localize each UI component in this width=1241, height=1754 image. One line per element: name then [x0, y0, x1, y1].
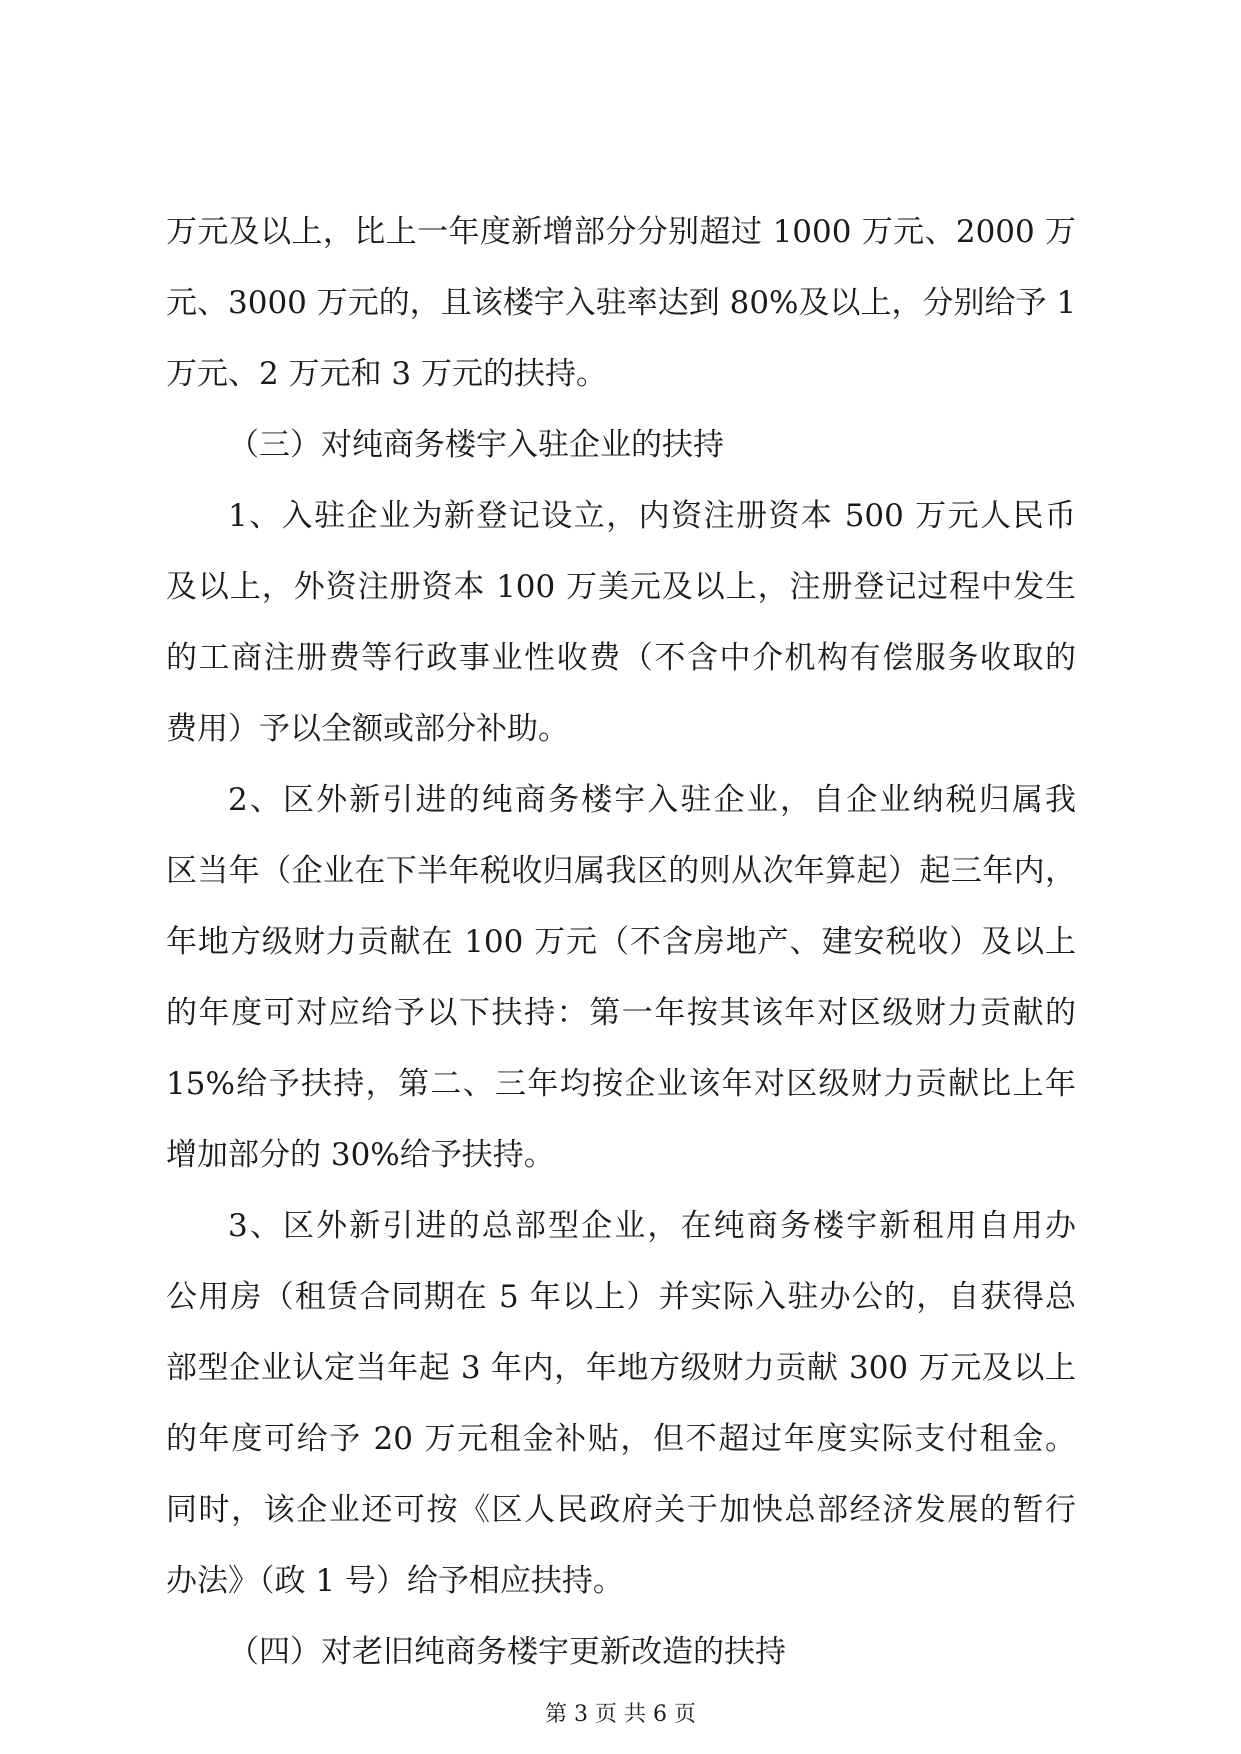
body-text-line: 的工商注册费等行政事业性收费（不含中介机构有偿服务收取的 — [166, 640, 1076, 676]
body-text-line: 15%给予扶持，第二、三年均按企业该年对区级财力贡献比上年 — [166, 1066, 1076, 1102]
body-text-line: 区当年（企业在下半年税收归属我区的则从次年算起）起三年内， — [166, 853, 1076, 889]
body-text-line: 2、区外新引进的纯商务楼宇入驻企业，自企业纳税归属我 — [228, 782, 1076, 818]
body-text-line: 万元、2 万元和 3 万元的扶持。 — [166, 356, 608, 392]
body-text-line: 增加部分的 30%给予扶持。 — [166, 1137, 555, 1173]
body-text-line: 元、3000 万元的，且该楼宇入驻率达到 80%及以上，分别给予 1 — [166, 285, 1077, 321]
section-heading: （三）对纯商务楼宇入驻企业的扶持 — [228, 427, 724, 463]
body-text-line: 年地方级财力贡献在 100 万元（不含房地产、建安税收）及以上 — [166, 924, 1076, 960]
body-text-line: 同时，该企业还可按《区人民政府关于加快总部经济发展的暂行 — [166, 1492, 1076, 1528]
body-text-line: 及以上，外资注册资本 100 万美元及以上，注册登记过程中发生 — [166, 569, 1076, 605]
body-text-line: 办法》（政 1 号）给予相应扶持。 — [166, 1563, 624, 1599]
body-text-line: 万元及以上，比上一年度新增部分分别超过 1000 万元、2000 万 — [166, 214, 1076, 250]
body-text-line: 3、区外新引进的总部型企业，在纯商务楼宇新租用自用办 — [228, 1208, 1076, 1244]
body-text-line: 部型企业认定当年起 3 年内，年地方级财力贡献 300 万元及以上 — [166, 1350, 1076, 1386]
section-heading: （四）对老旧纯商务楼宇更新改造的扶持 — [228, 1634, 786, 1670]
body-text-line: 费用）予以全额或部分补助。 — [166, 711, 569, 747]
body-text-line: 公用房（租赁合同期在 5 年以上）并实际入驻办公的，自获得总 — [166, 1279, 1076, 1315]
body-text-line: 的年度可对应给予以下扶持：第一年按其该年对区级财力贡献的 — [166, 995, 1076, 1031]
body-text-line: 的年度可给予 20 万元租金补贴，但不超过年度实际支付租金。 — [166, 1421, 1076, 1457]
page-number-footer: 第 3 页 共 6 页 — [545, 1702, 696, 1727]
body-text-line: 1、入驻企业为新登记设立，内资注册资本 500 万元人民币 — [228, 498, 1076, 534]
